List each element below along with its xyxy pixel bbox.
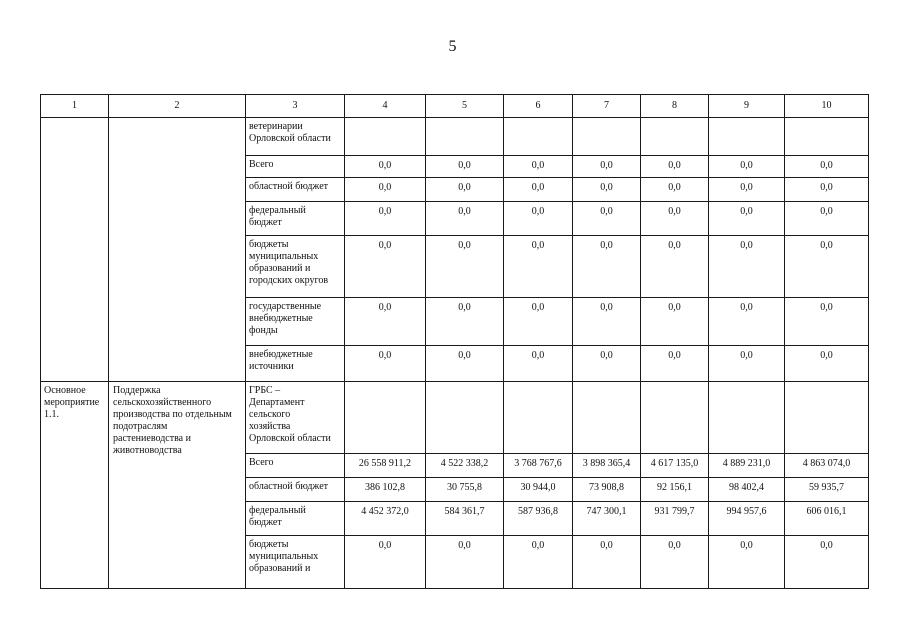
value-cell <box>426 118 504 156</box>
value-cell: 994 957,6 <box>709 502 785 536</box>
value-cell <box>641 382 709 454</box>
value-cell: 606 016,1 <box>785 502 869 536</box>
value-cell: 0,0 <box>345 156 426 178</box>
value-cell: 0,0 <box>345 202 426 236</box>
value-cell <box>345 382 426 454</box>
funding-source-cell: бюджеты муниципальных образований и городских округов <box>246 236 345 298</box>
value-cell <box>504 118 573 156</box>
value-cell: 73 908,8 <box>573 478 641 502</box>
value-cell: 26 558 911,2 <box>345 454 426 478</box>
value-cell <box>641 118 709 156</box>
page-number: 5 <box>448 38 457 55</box>
value-cell: 0,0 <box>426 346 504 382</box>
funding-source-cell: областной бюджет <box>246 478 345 502</box>
value-cell <box>785 382 869 454</box>
value-cell: 0,0 <box>641 536 709 589</box>
value-cell: 0,0 <box>426 298 504 346</box>
value-cell: 0,0 <box>426 156 504 178</box>
value-cell: 0,0 <box>709 156 785 178</box>
header-cell: 6 <box>504 95 573 118</box>
funding-source-cell: областной бюджет <box>246 178 345 202</box>
value-cell: 4 863 074,0 <box>785 454 869 478</box>
value-cell: 0,0 <box>345 346 426 382</box>
value-cell: 0,0 <box>785 202 869 236</box>
table-row <box>41 118 869 156</box>
value-cell: 4 617 135,0 <box>641 454 709 478</box>
value-cell: 0,0 <box>709 202 785 236</box>
value-cell: 0,0 <box>426 178 504 202</box>
value-cell: 0,0 <box>785 156 869 178</box>
value-cell: 0,0 <box>504 178 573 202</box>
value-cell: 0,0 <box>573 346 641 382</box>
value-cell: 0,0 <box>426 236 504 298</box>
value-cell: 0,0 <box>426 536 504 589</box>
value-cell: 0,0 <box>709 236 785 298</box>
value-cell: 30 944,0 <box>504 478 573 502</box>
value-cell <box>504 382 573 454</box>
value-cell: 0,0 <box>785 178 869 202</box>
value-cell: 0,0 <box>573 178 641 202</box>
value-cell: 4 889 231,0 <box>709 454 785 478</box>
value-cell: 0,0 <box>573 298 641 346</box>
value-cell: 0,0 <box>345 236 426 298</box>
header-cell: 5 <box>426 95 504 118</box>
value-cell: 0,0 <box>504 202 573 236</box>
header-cell: 3 <box>246 95 345 118</box>
value-cell: 0,0 <box>641 346 709 382</box>
value-cell: 0,0 <box>345 298 426 346</box>
value-cell: 0,0 <box>345 536 426 589</box>
budget-table <box>40 94 869 589</box>
header-cell: 2 <box>109 95 246 118</box>
funding-source-cell: внебюджетные источники <box>246 346 345 382</box>
value-cell: 0,0 <box>641 298 709 346</box>
value-cell: 931 799,7 <box>641 502 709 536</box>
value-cell <box>426 382 504 454</box>
value-cell <box>345 118 426 156</box>
value-cell: 59 935,7 <box>785 478 869 502</box>
funding-source-cell: ГРБС – Департамент сельского хозяйства Орловской области <box>246 382 345 454</box>
value-cell: 0,0 <box>785 346 869 382</box>
value-cell: 0,0 <box>573 236 641 298</box>
funding-source-cell: государственные внебюджетные фонды <box>246 298 345 346</box>
value-cell: 747 300,1 <box>573 502 641 536</box>
measure-name-cell: Поддержка сельскохозяйственного производства по отдельным подотраслям растениеводства и животноводства <box>109 382 246 589</box>
value-cell: 587 936,8 <box>504 502 573 536</box>
table-body <box>41 95 869 589</box>
value-cell: 30 755,8 <box>426 478 504 502</box>
value-cell: 0,0 <box>709 536 785 589</box>
value-cell: 0,0 <box>504 536 573 589</box>
value-cell: 0,0 <box>504 346 573 382</box>
value-cell: 584 361,7 <box>426 502 504 536</box>
value-cell: 0,0 <box>426 202 504 236</box>
header-cell: 9 <box>709 95 785 118</box>
value-cell <box>785 118 869 156</box>
funding-source-cell: федеральный бюджет <box>246 502 345 536</box>
header-cell: 10 <box>785 95 869 118</box>
value-cell <box>709 382 785 454</box>
value-cell: 0,0 <box>504 236 573 298</box>
value-cell: 0,0 <box>504 156 573 178</box>
value-cell: 0,0 <box>785 536 869 589</box>
funding-source-cell: федеральный бюджет <box>246 202 345 236</box>
value-cell: 92 156,1 <box>641 478 709 502</box>
value-cell: 0,0 <box>573 536 641 589</box>
value-cell: 4 452 372,0 <box>345 502 426 536</box>
value-cell: 0,0 <box>573 156 641 178</box>
value-cell <box>709 118 785 156</box>
value-cell: 0,0 <box>504 298 573 346</box>
funding-source-cell: ветеринарии Орловской области <box>246 118 345 156</box>
value-cell: 0,0 <box>641 178 709 202</box>
value-cell: 98 402,4 <box>709 478 785 502</box>
value-cell: 4 522 338,2 <box>426 454 504 478</box>
header-cell: 8 <box>641 95 709 118</box>
value-cell: 0,0 <box>709 346 785 382</box>
value-cell: 0,0 <box>641 156 709 178</box>
value-cell: 0,0 <box>709 298 785 346</box>
header-cell: 7 <box>573 95 641 118</box>
header-cell: 4 <box>345 95 426 118</box>
funding-source-cell: бюджеты муниципальных образований и <box>246 536 345 589</box>
measure-code-cell: Основное мероприятие 1.1. <box>41 382 109 589</box>
value-cell: 0,0 <box>785 298 869 346</box>
header-row <box>41 95 869 118</box>
funding-source-cell: Всего <box>246 454 345 478</box>
value-cell <box>573 118 641 156</box>
value-cell: 0,0 <box>709 178 785 202</box>
measure-name-cell <box>109 118 246 382</box>
value-cell: 0,0 <box>641 236 709 298</box>
value-cell: 3 898 365,4 <box>573 454 641 478</box>
value-cell: 0,0 <box>573 202 641 236</box>
value-cell: 386 102,8 <box>345 478 426 502</box>
funding-source-cell: Всего <box>246 156 345 178</box>
value-cell: 0,0 <box>641 202 709 236</box>
measure-code-cell <box>41 118 109 382</box>
table-row <box>41 382 869 454</box>
value-cell: 0,0 <box>785 236 869 298</box>
header-cell: 1 <box>41 95 109 118</box>
value-cell: 0,0 <box>345 178 426 202</box>
value-cell: 3 768 767,6 <box>504 454 573 478</box>
value-cell <box>573 382 641 454</box>
